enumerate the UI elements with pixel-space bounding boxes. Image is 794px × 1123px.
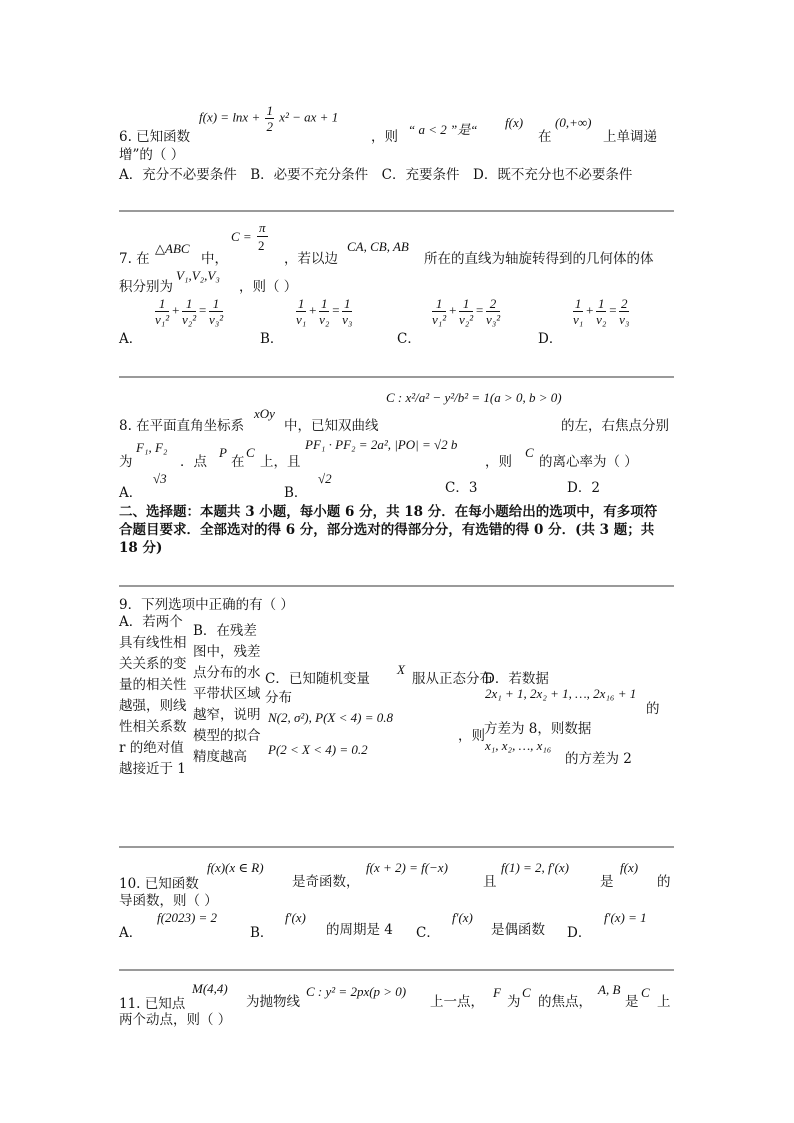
q10-line2: 导函数，则（ ） bbox=[119, 893, 218, 909]
q6-interval: (0,+∞) bbox=[555, 115, 592, 130]
q7-line2b: ，则（ ） bbox=[239, 279, 298, 295]
q7-line2a: 积分别为 bbox=[119, 279, 173, 295]
q9-c-text2-wrap: 分布 bbox=[265, 690, 292, 706]
q8-point-p: P bbox=[219, 445, 227, 460]
q8-condition: PF₁ · PF₂ = 2a², |PO| = √2 b bbox=[305, 437, 458, 452]
q11-t4: 的焦点， bbox=[538, 994, 592, 1010]
q11-t1: 为抛物线 bbox=[246, 994, 300, 1010]
q8-option-a-label: A． bbox=[119, 485, 143, 501]
den: v₁ bbox=[573, 312, 584, 327]
den: v₃ bbox=[619, 312, 630, 327]
q11-ab: A, B bbox=[598, 982, 621, 997]
q11-t2: 上一点， bbox=[430, 994, 484, 1010]
q6-frac-den: 2 bbox=[266, 119, 273, 134]
den: v₂² bbox=[458, 312, 474, 327]
q7-option-b-formula bbox=[294, 296, 354, 327]
q10-option-c-label: C． bbox=[416, 925, 440, 941]
q8-option-c: C．3 bbox=[445, 480, 478, 496]
q8-line2f: 的离心率为（ ） bbox=[539, 454, 638, 470]
q10-option-c-text: 是偶函数 bbox=[491, 922, 545, 938]
q8-line2b: ．点 bbox=[180, 454, 207, 470]
plus: + bbox=[171, 302, 180, 318]
q9-c-formula1: N(2, σ²), P(X < 4) = 0.8 bbox=[268, 710, 393, 725]
q9-d-formula1: 2x₁ + 1, 2x₂ + 1, …, 2x₁₆ + 1 bbox=[485, 686, 637, 701]
q9-c-var: X bbox=[397, 662, 405, 677]
num: 1 bbox=[574, 296, 582, 311]
q7-mid: 中， bbox=[201, 251, 228, 267]
q6-then: ，则 bbox=[371, 129, 398, 145]
q11-t3: 为 bbox=[507, 994, 521, 1010]
q11-f: F bbox=[493, 985, 501, 1000]
q11-line2: 两个动点，则（ ） bbox=[119, 1012, 232, 1028]
q8-line2e: ，则 bbox=[485, 454, 512, 470]
q9-c-text: C．已知随机变量 bbox=[265, 671, 370, 687]
q9-c-formula2: P(2 < X < 4) = 0.2 bbox=[268, 742, 368, 757]
den: v₂ bbox=[596, 312, 607, 327]
q10-option-b-label: B． bbox=[250, 925, 274, 941]
q11-curve: C : y² = 2px(p > 0) bbox=[306, 984, 407, 999]
q9-d-text3: 的方差为 2 bbox=[565, 751, 632, 767]
den: v₃² bbox=[208, 312, 224, 327]
separator bbox=[119, 585, 674, 587]
plus: + bbox=[448, 302, 457, 318]
q8-option-b-value: √2 bbox=[318, 471, 332, 486]
eq: = bbox=[198, 302, 207, 318]
eq: = bbox=[608, 302, 618, 318]
num: 1 bbox=[344, 296, 351, 311]
q9-d-formula2: x₁, x₂, …, x₁₆ bbox=[485, 738, 552, 753]
num: 1 bbox=[597, 296, 605, 311]
num: 1 bbox=[432, 296, 446, 312]
q9-d-text: D．若数据 bbox=[484, 671, 549, 687]
num: 2 bbox=[621, 296, 628, 311]
q10-prefix: 10. 已知函数 bbox=[119, 876, 199, 892]
den: v₂² bbox=[181, 312, 197, 327]
num: 1 bbox=[209, 296, 223, 312]
den: v₂ bbox=[319, 312, 330, 327]
q6-formula-rhs: x² − ax + 1 bbox=[279, 109, 339, 125]
q7-pi: π bbox=[259, 220, 266, 235]
q6-fraction bbox=[265, 103, 274, 134]
q6-formula bbox=[199, 103, 338, 134]
q7-two: 2 bbox=[258, 238, 265, 253]
q7-option-a-formula bbox=[153, 296, 225, 327]
section-2-line1: 二、选择题：本题共 3 小题，每小题 6 分，共 18 分．在每小题给出的选项中，有多项符 bbox=[119, 504, 658, 520]
den: v₁² bbox=[432, 312, 447, 327]
q9-option-a: A．若两个具有线性相关关系的变量的相关性越强，则线性相关系数 r 的绝对值越接近于 1 bbox=[119, 614, 187, 777]
q8-option-b-label: B． bbox=[284, 485, 308, 501]
q8-line2c: 在 bbox=[231, 454, 245, 470]
q7-text1: ，若以边 bbox=[284, 251, 338, 267]
den: v₃² bbox=[485, 312, 501, 327]
q11-c: C bbox=[522, 985, 531, 1000]
q8-c: C bbox=[246, 445, 255, 460]
q10-option-c-formula: f′(x) bbox=[452, 910, 473, 925]
q11-t6: 上 bbox=[657, 994, 671, 1010]
q8-option-d: D．2 bbox=[567, 480, 600, 496]
q10-option-a-formula: f(2023) = 2 bbox=[157, 910, 218, 925]
q7-option-b-label: B． bbox=[260, 331, 284, 347]
q10-t3: 是 bbox=[600, 874, 614, 890]
num: 2 bbox=[486, 296, 500, 312]
q7-edges: CA, CB, AB bbox=[347, 239, 409, 254]
q6-tail1: 上单调递 bbox=[603, 129, 657, 145]
q8-prefix: 8. 在平面直角坐标系 bbox=[119, 418, 245, 434]
q8-line2a: 为 bbox=[119, 454, 133, 470]
q7-triangle: △ABC bbox=[155, 241, 190, 256]
q6-fx: f(x) bbox=[505, 115, 524, 130]
plus: + bbox=[585, 302, 595, 318]
q10-option-b-formula: f′(x) bbox=[285, 910, 306, 925]
q10-t4: 的 bbox=[657, 874, 671, 890]
q8-foci: F₁, F₂ bbox=[136, 440, 168, 455]
q8-line2d: 上，且 bbox=[260, 454, 301, 470]
q8-c-2: C bbox=[525, 445, 534, 460]
num: 1 bbox=[297, 296, 305, 311]
q9-d-text2: 方差为 8，则数据 bbox=[484, 721, 592, 737]
q10-fx: f(x)(x ∈ R) bbox=[207, 860, 264, 875]
q9-c-then: ，则 bbox=[458, 728, 485, 744]
num: 1 bbox=[155, 296, 169, 312]
q7-option-c-formula bbox=[430, 296, 502, 327]
q10-option-b-text: 的周期是 4 bbox=[326, 922, 393, 938]
separator bbox=[119, 969, 674, 971]
num: 1 bbox=[182, 296, 196, 312]
plus: + bbox=[308, 302, 318, 318]
q9-c-text2: 服从正态分布 bbox=[412, 671, 493, 687]
q11-t5: 是 bbox=[625, 994, 639, 1010]
q10-t1: 是奇函数， bbox=[292, 874, 360, 890]
q7-option-d-formula bbox=[571, 296, 631, 327]
q6-formula-lhs: f(x) = lnx + bbox=[199, 109, 261, 125]
q7-option-d-label: D． bbox=[538, 331, 563, 347]
eq: = bbox=[475, 302, 484, 318]
q8-curve: C : x²/a² − y²/b² = 1(a > 0, b > 0) bbox=[386, 390, 562, 405]
num: 1 bbox=[459, 296, 473, 312]
q9-title: 9．下列选项中正确的有（ ） bbox=[119, 597, 294, 613]
q6-frac-num: 1 bbox=[266, 103, 273, 118]
section-2-line2: 合题目要求．全部选对的得 6 分，部分选对的得部分分，有选错的得 0 分．(共 3 题；共 bbox=[119, 522, 655, 538]
q7-prefix: 7. 在 bbox=[119, 251, 150, 267]
den: v₁ bbox=[296, 312, 307, 327]
eq: = bbox=[331, 302, 341, 318]
q11-point-m: M(4,4) bbox=[192, 981, 228, 996]
section-2-line3: 18 分) bbox=[119, 540, 163, 556]
q7-c-eq: C = bbox=[231, 229, 252, 244]
num: 1 bbox=[320, 296, 328, 311]
q10-f3: f(1) = 2, f′(x) bbox=[501, 860, 569, 875]
q11-c-2: C bbox=[641, 985, 650, 1000]
den: v₃ bbox=[342, 312, 353, 327]
q7-option-c-label: C． bbox=[397, 331, 421, 347]
q8-option-a-value: √3 bbox=[153, 471, 167, 486]
q6-condition: “ a < 2 ”是“ bbox=[408, 122, 478, 137]
separator bbox=[119, 846, 674, 848]
q6-prefix: 6. 已知函数 bbox=[119, 129, 191, 145]
q8-mid: 中，已知双曲线 bbox=[284, 418, 379, 434]
separator bbox=[119, 376, 674, 378]
q7-volumes: V₁,V₂,V₃ bbox=[176, 268, 220, 283]
q8-tail: 的左，右焦点分别 bbox=[561, 418, 669, 434]
q8-xoy: xOy bbox=[254, 406, 275, 421]
den: v₁² bbox=[155, 312, 170, 327]
q10-option-d-formula: f′(x) = 1 bbox=[604, 910, 647, 925]
q7-text2: 所在的直线为轴旋转得到的几何体的体 bbox=[424, 251, 654, 267]
q11-prefix: 11. 已知点 bbox=[119, 996, 186, 1012]
separator bbox=[119, 210, 674, 212]
q7-option-a-label: A． bbox=[119, 331, 143, 347]
q6-options: A．充分不必要条件 B．必要不充分条件 C．充要条件 D．既不充分也不必要条件 bbox=[119, 167, 633, 183]
q10-f2: f(x + 2) = f(−x) bbox=[366, 860, 448, 875]
q10-option-a-label: A． bbox=[119, 925, 143, 941]
q10-f4: f(x) bbox=[620, 860, 639, 875]
q9-option-b: B．在残差图中，残差点分布的水平带状区域越窄，说明模型的拟合精度越高 bbox=[193, 623, 261, 765]
q6-tail2: 增”的（ ） bbox=[119, 147, 185, 163]
q10-t2: 且 bbox=[483, 874, 497, 890]
q6-on: 在 bbox=[538, 129, 552, 145]
q10-option-d-label: D． bbox=[567, 925, 592, 941]
q9-d-de: 的 bbox=[646, 701, 660, 717]
